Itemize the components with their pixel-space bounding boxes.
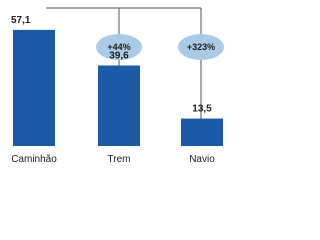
value-label-caminhao: 57,1 xyxy=(11,14,31,26)
bar-caminhao xyxy=(13,30,55,146)
bar-trem xyxy=(98,65,140,146)
category-label-caminhao: Caminhão xyxy=(11,154,57,165)
category-label-navio: Navio xyxy=(189,154,215,165)
bar-navio xyxy=(181,119,223,146)
comparison-label-trem: +44% xyxy=(107,42,131,52)
comparison-label-navio: +323% xyxy=(186,42,216,52)
category-labels xyxy=(11,154,215,165)
value-label-navio: 13,5 xyxy=(192,103,212,115)
category-label-trem: Trem xyxy=(107,154,131,165)
value-label-trem: 39,6 xyxy=(109,50,129,62)
